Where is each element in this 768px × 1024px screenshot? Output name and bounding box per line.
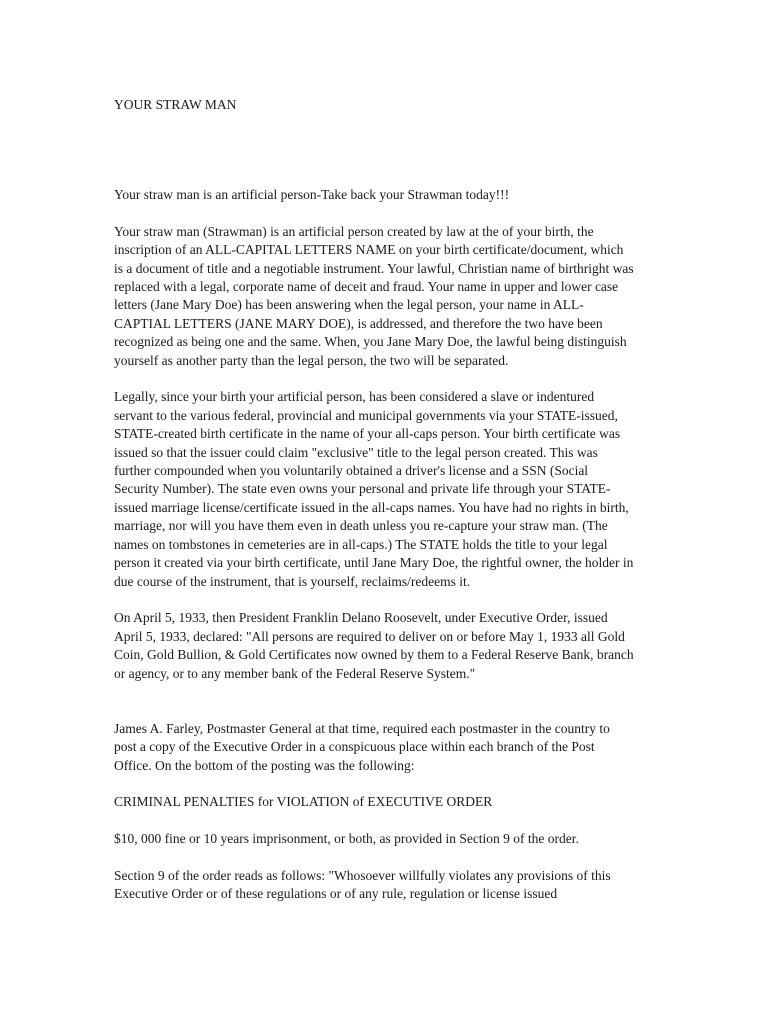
paragraph-intro: Your straw man is an artificial person-Take back your Strawman today!!! — [114, 187, 510, 202]
document-title: YOUR STRAW MAN — [114, 97, 237, 112]
document-body — [114, 186, 634, 922]
paragraph-legal-status: Legally, since your birth your artificial person, has been considered a slave or indentured servant to the various federal, provincial and municipal governments via your STATE-issued, STATE-created birth certificate in the name of your all-caps person. Your birth certificate was issued so that the issuer could claim "exclusive" title to the legal person created. This was further compounded when you voluntarily obtained a driver's license and a SSN (Social Security Number). The state even owns your personal and private life through your STATE-issued marriage license/certificate issued in the all-caps names. You have had no rights in birth, marriage, nor will you have them even in death unless you re-capture your straw man. (The names on tombstones in cemeteries are in all-caps.) The STATE holds the title to your legal person it created via your birth certificate, until Jane Mary Doe, the rightful owner, the holder in due course of the instrument, that is yourself, reclaims/redeems it. — [114, 389, 634, 589]
paragraph-fine: $10, 000 fine or 10 years imprisonment, or both, as provided in Section 9 of the order. — [114, 831, 579, 847]
paragraph-postmaster: James A. Farley, Postmaster General at that time, required each postmaster in the country to post a copy of the Executive Order in a conspicuous place within each branch of the Post Office. On the bottom of the posting was the following: — [114, 720, 610, 773]
paragraph-criminal-penalties: CRIMINAL PENALTIES for VIOLATION of EXECUTIVE ORDER — [114, 794, 493, 810]
paragraph-strawman-definition: Your straw man (Strawman) is an artificial person created by law at the of your birth, the inscription of an ALL-CAPITAL LETTERS NAME on your birth certificate/document, which is a document of title and a negotiable instrument. Your lawful, Christian name of birthright was replaced with a legal, corporate name of deceit and fraud. Your name in upper and lower case letters (Jane Mary Doe) has been answering when the legal person, your name in ALL-CAPTIAL LETTERS (JANE MARY DOE), is addressed, and therefore the two have been recognized as being one and the same. When, you Jane Mary Doe, the lawful being distinguish yourself as another party than the legal person, the two will be separated. — [114, 223, 634, 368]
paragraph-executive-order: On April 5, 1933, then President Franklin Delano Roosevelt, under Executive Order, issued April 5, 1933, declared: "All persons are required to deliver on or before May 1, 1933 all Gold Coin, Gold Bullion, & Gold Certificates now owned by them to a Federal Reserve Bank, branch or agency, or to any member bank of the Federal Reserve System." — [114, 610, 634, 681]
paragraph-section-9: Section 9 of the order reads as follows: "Whosoever willfully violates any provisions of this Executive Order or of these regulations or of any rule, regulation or license issued — [114, 867, 611, 902]
